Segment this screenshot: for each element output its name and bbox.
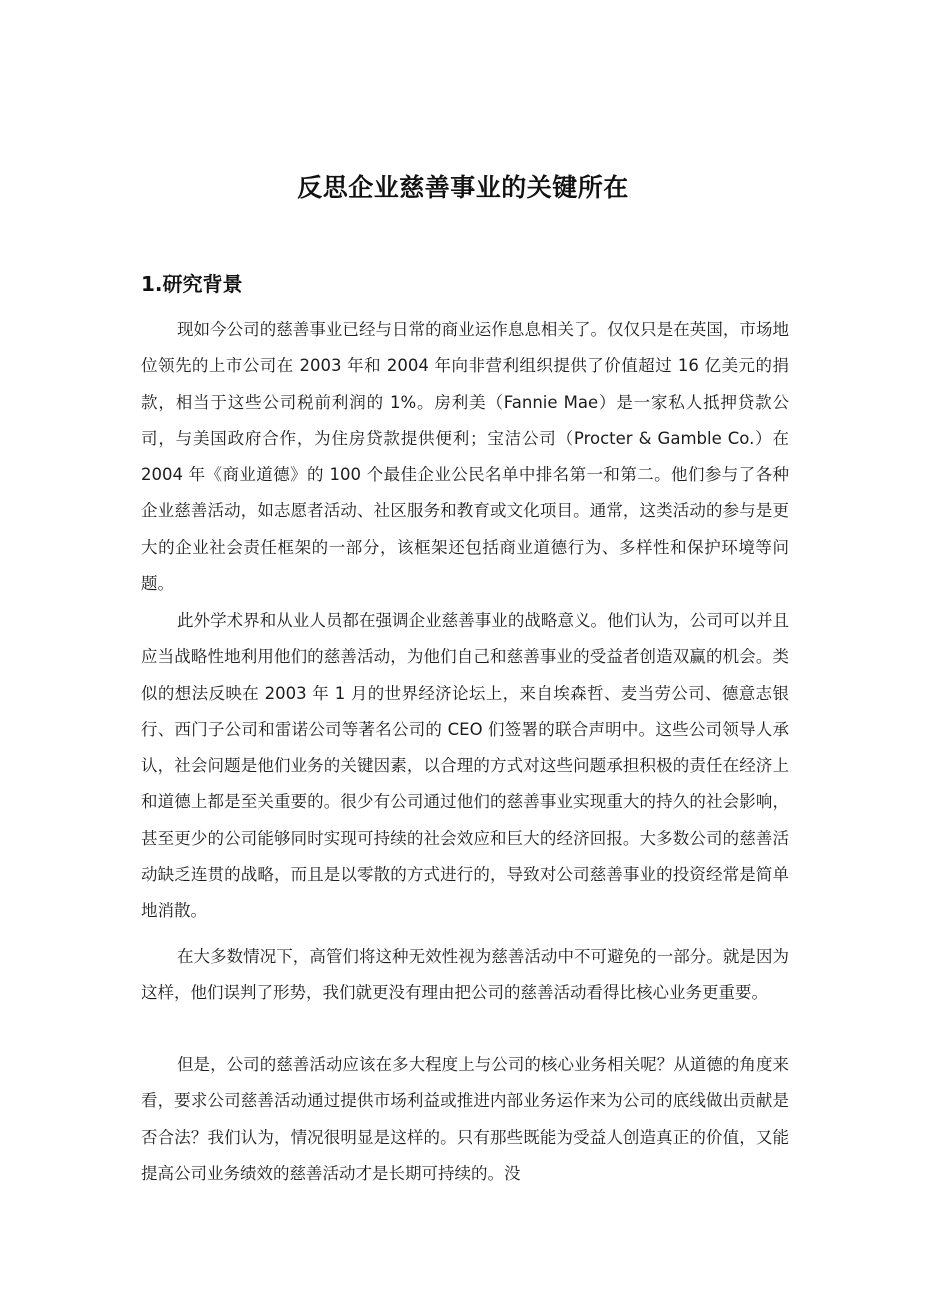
paragraph-2 [141, 603, 789, 930]
paragraph-text: 此外学术界和从业人员都在强调企业慈善事业的战略意义。他们认为，公司可以并且应当战略性地利用他们的慈善活动，为他们自己和慈善事业的受益者创造双赢的机会。类似的想法反映在 2003 年 1 月的世界经济论坛上，来自埃森哲、麦当劳公司、德意志银行、西门子公司和雷诺公司等著名公司的 CEO 们签署的联合声明中。这些公司领导人承认，社会问题是他们业务的关键因素，以合理的方式对这些问题承担积极的责任在经济上和道德上都是至关重要的。很少有公司通过他们的慈善事业实现重大的持久的社会影响，甚至更少的公司能够同时实现可持续的社会效应和巨大的经济回报。大多数公司的慈善活动缺乏连贯的战略，而且是以零散的方式进行的，导致对公司慈善事业的投资经常是简单地消散。 [141, 611, 789, 921]
paragraph-4 [141, 1047, 789, 1192]
paragraph-text: 但是，公司的慈善活动应该在多大程度上与公司的核心业务相关呢？从道德的角度来看，要求公司慈善活动通过提供市场利益或推进内部业务运作来为公司的底线做出贡献是否合法？我们认为，情况很明显是这样的。只有那些既能为受益人创造真正的价值，又能提高公司业务绩效的慈善活动才是长期可持续的。没 [141, 1055, 789, 1183]
paragraph-text: 现如今公司的慈善事业已经与日常的商业运作息息相关了。仅仅只是在英国，市场地位领先的上市公司在 2003 年和 2004 年向非营利组织提供了价值超过 16 亿美元的捐款，相当于这些公司税前利润的 1%。房利美（Fannie Mae）是一家私人抵押贷款公司，与美国政府合作，为住房贷款提供便利；宝洁公司（Procter & Gamble Co.）在 2004 年《商业道德》的 100 个最佳企业公民名单中排名第一和第二。他们参与了各种企业慈善活动，如志愿者活动、社区服务和教育或文化项目。通常，这类活动的参与是更大的企业社会责任框架的一部分，该框架还包括商业道德行为、多样性和保护环境等问题。 [141, 320, 789, 594]
paragraph-3 [141, 939, 789, 1012]
document-title: 反思企业慈善事业的关键所在 [297, 173, 629, 202]
section-heading: 1.研究背景 [141, 272, 243, 296]
paragraph-1 [141, 312, 789, 602]
paragraph-text: 在大多数情况下，高管们将这种无效性视为慈善活动中不可避免的一部分。就是因为这样，他们误判了形势，我们就更没有理由把公司的慈善活动看得比核心业务更重要。 [141, 947, 789, 1003]
